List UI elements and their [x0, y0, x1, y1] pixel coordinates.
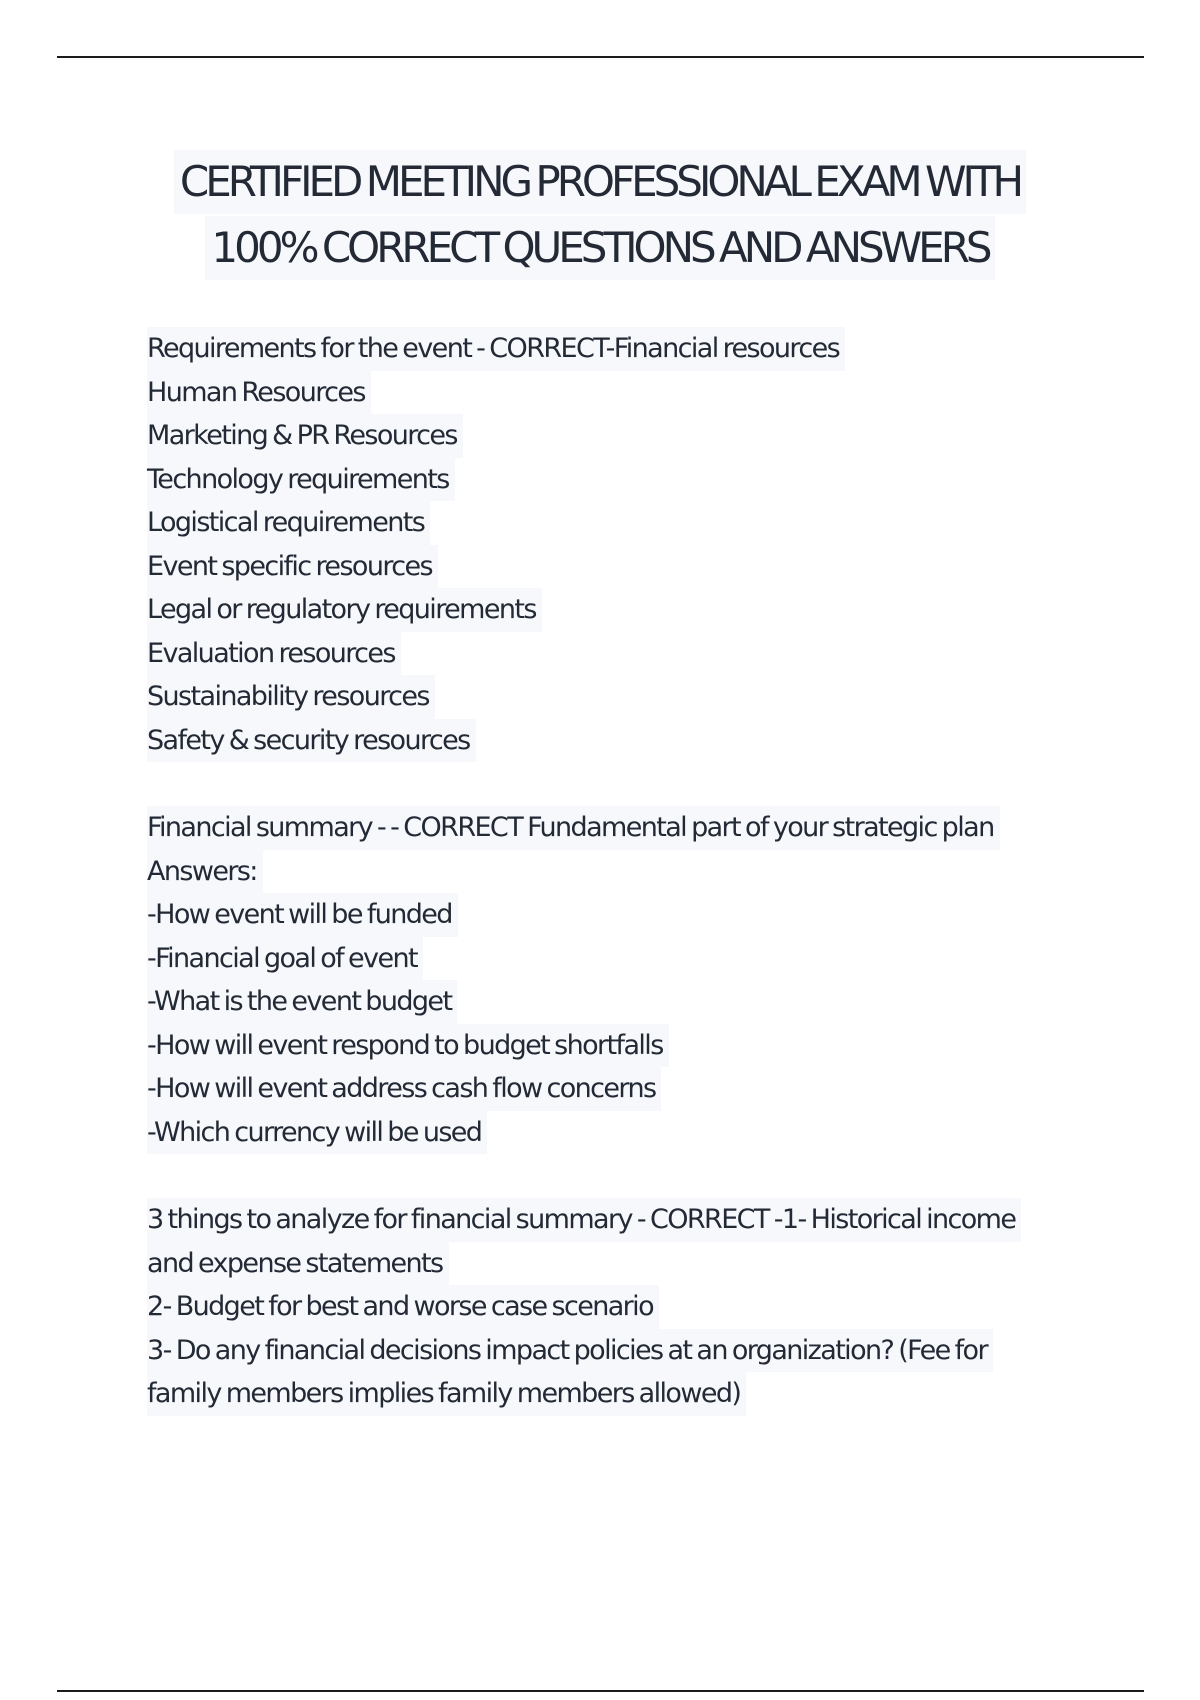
title-line-2: 100% CORRECT QUESTIONS AND ANSWERS [205, 216, 994, 280]
document-title [0, 150, 1200, 282]
text-line: Sustainability resources [147, 675, 435, 719]
text-line: Marketing & PR Resources [147, 414, 463, 458]
text-line: Technology requirements [147, 458, 455, 502]
top-divider [57, 56, 1144, 58]
qa-item-financial-summary [147, 806, 1067, 1154]
text-line: Event specific resources [147, 545, 438, 589]
text-line: -Which currency will be used [147, 1111, 487, 1155]
text-line: 3- Do any financial decisions impact policies at an organization? (Fee for [147, 1329, 993, 1373]
text-line: 2- Budget for best and worse case scenario [147, 1285, 659, 1329]
text-line: -How will event respond to budget shortfalls [147, 1024, 669, 1068]
text-line: 3 things to analyze for financial summary - CORRECT -1- Historical income [147, 1198, 1021, 1242]
text-line: Requirements for the event - CORRECT-Financial resources [147, 327, 845, 371]
text-line: Financial summary - - CORRECT Fundamental part of your strategic plan [147, 806, 1000, 850]
text-line: family members implies family members allowed) [147, 1372, 746, 1416]
text-line: Answers: [147, 850, 263, 894]
text-line: Safety & security resources [147, 719, 476, 763]
text-line: -How will event address cash flow concerns [147, 1067, 661, 1111]
text-line: -How event will be funded [147, 893, 458, 937]
text-line: Logistical requirements [147, 501, 430, 545]
bottom-divider [57, 1690, 1144, 1692]
text-line: Legal or regulatory requirements [147, 588, 542, 632]
qa-item-analyze [147, 1198, 1067, 1416]
text-line: -What is the event budget [147, 980, 457, 1024]
text-line: Evaluation resources [147, 632, 401, 676]
title-line-1: CERTIFIED MEETING PROFESSIONAL EXAM WITH [174, 150, 1026, 214]
text-line: Human Resources [147, 371, 371, 415]
text-line: and expense statements [147, 1242, 449, 1286]
qa-content [147, 327, 1067, 1460]
text-line: -Financial goal of event [147, 937, 423, 981]
qa-item-requirements [147, 327, 1067, 762]
